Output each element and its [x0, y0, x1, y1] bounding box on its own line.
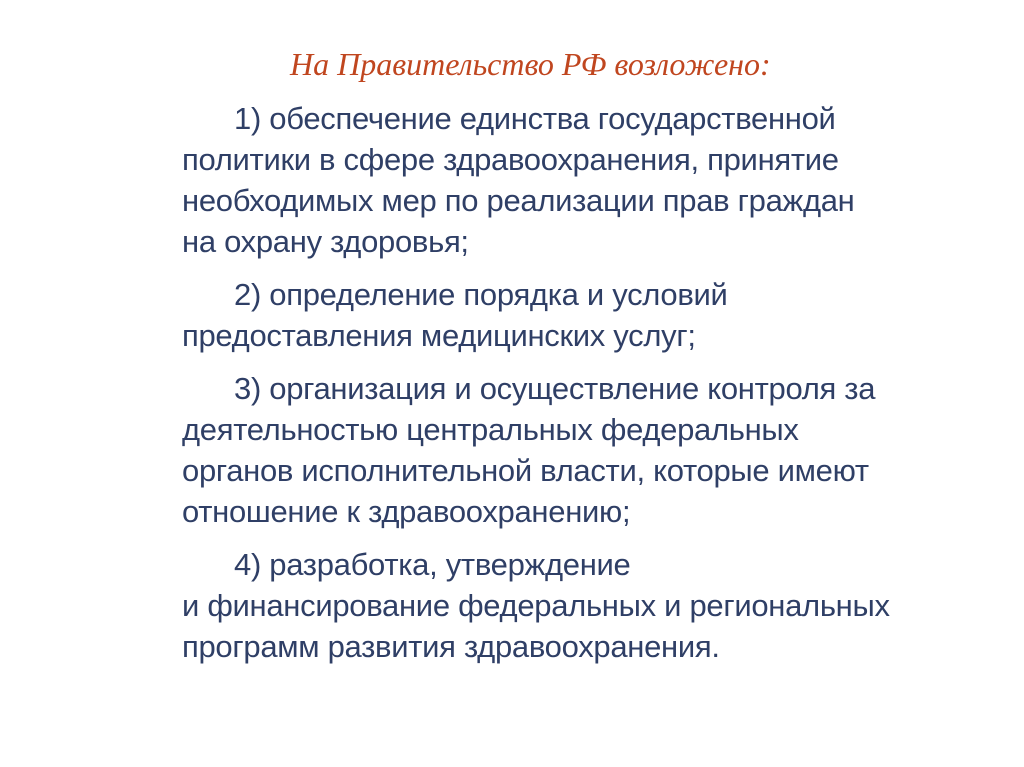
list-item-2: [182, 274, 972, 356]
item-line: политики в сфере здравоохранения, принятие: [182, 142, 839, 177]
item-line: органов исполнительной власти, которые имеют: [182, 453, 869, 488]
item-line: программ развития здравоохранения.: [182, 629, 720, 664]
item-line: деятельностью центральных федеральных: [182, 412, 799, 447]
item-line: и финансирование федеральных и региональных: [182, 588, 890, 623]
list-item-3: [182, 368, 972, 532]
item-line: 2) определение порядка и условий: [234, 277, 728, 312]
item-list: [182, 98, 972, 679]
item-line: отношение к здравоохранению;: [182, 494, 631, 529]
item-line: 4) разработка, утверждение: [234, 547, 631, 582]
item-line: на охрану здоровья;: [182, 224, 469, 259]
list-item-1: [182, 98, 972, 262]
slide-heading: На Правительство РФ возложено:: [290, 46, 771, 82]
item-line: необходимых мер по реализации прав граждан: [182, 183, 855, 218]
item-line: 1) обеспечение единства государственной: [234, 101, 836, 136]
list-item-4: [182, 544, 972, 667]
item-line: 3) организация и осуществление контроля за: [234, 371, 876, 406]
item-line: предоставления медицинских услуг;: [182, 318, 696, 353]
